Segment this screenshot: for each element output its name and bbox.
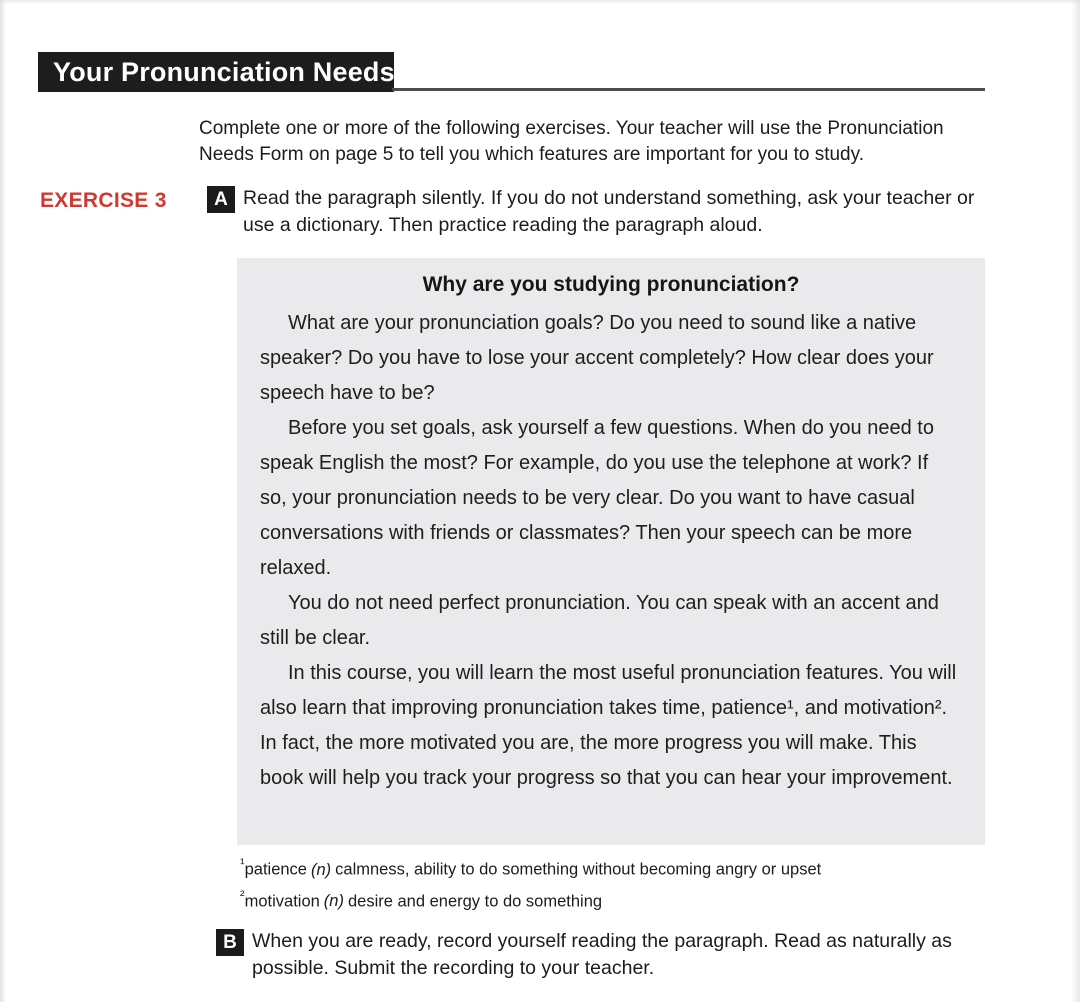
passage-paragraph: What are your pronunciation goals? Do you need to sound like a native speaker? Do you have to lose your accent completely? How clear does your speech have to be?	[260, 312, 934, 404]
scan-edge-right	[1071, 0, 1080, 1002]
scan-edge-left	[0, 0, 6, 1002]
passage-title: Why are you studying pronunciation?	[422, 273, 800, 296]
passage-body	[237, 297, 985, 796]
exercise-label: EXERCISE 3	[40, 189, 167, 212]
footnote-pos: (n)	[310, 860, 332, 879]
header-rule	[392, 88, 985, 91]
passage-paragraph: In this course, you will learn the most useful pronunciation features. You will also learn that improving pronunciation takes time, patience¹, and motivation². In fact, the more motivated you are, the more progress you will make. This book will help you track your progress so that you can hear your improvement.	[260, 662, 957, 789]
footnote-definition: desire and energy to do something	[347, 892, 603, 910]
footnotes	[240, 851, 940, 914]
footnote-definition: calmness, ability to do something without becoming angry or upset	[335, 860, 822, 879]
footnote-term: motivation	[244, 892, 320, 910]
footnote-line	[240, 851, 940, 883]
passage-paragraph: You do not need perfect pronunciation. You can speak with an accent and still be clear.	[260, 592, 939, 649]
step-a-marker: A	[207, 186, 235, 213]
step-b-marker: B	[216, 929, 244, 956]
step-b-instruction: When you are ready, record yourself reading the paragraph. Read as naturally as possible. Submit the recording to your teacher.	[252, 930, 952, 979]
footnote-sup: ²	[240, 887, 245, 903]
passage-paragraph: Before you set goals, ask yourself a few questions. When do you need to speak English the most? For example, do you use the telephone at work? If so, your pronunciation needs to be very clear. Do you want to have casual conversations with friends or classmates? Then your speech can be more relaxed.	[260, 417, 934, 579]
footnote-sup: ¹	[240, 856, 245, 871]
step-a-instruction: Read the paragraph silently. If you do not understand something, ask your teacher or use a dictionary. Then practice reading the paragraph aloud.	[243, 187, 975, 236]
footnote-line	[240, 883, 940, 915]
footnote-pos: (n)	[323, 892, 344, 910]
section-title-banner: Your Pronunciation Needs	[38, 52, 394, 92]
intro-text: Complete one or more of the following exercises. Your teacher will use the Pronunciation Needs Form on page 5 to tell you which features are important for you to study.	[199, 118, 944, 165]
scan-edge-top	[0, 0, 1080, 4]
reading-passage-box	[237, 258, 985, 845]
footnote-term: patience	[244, 860, 307, 879]
